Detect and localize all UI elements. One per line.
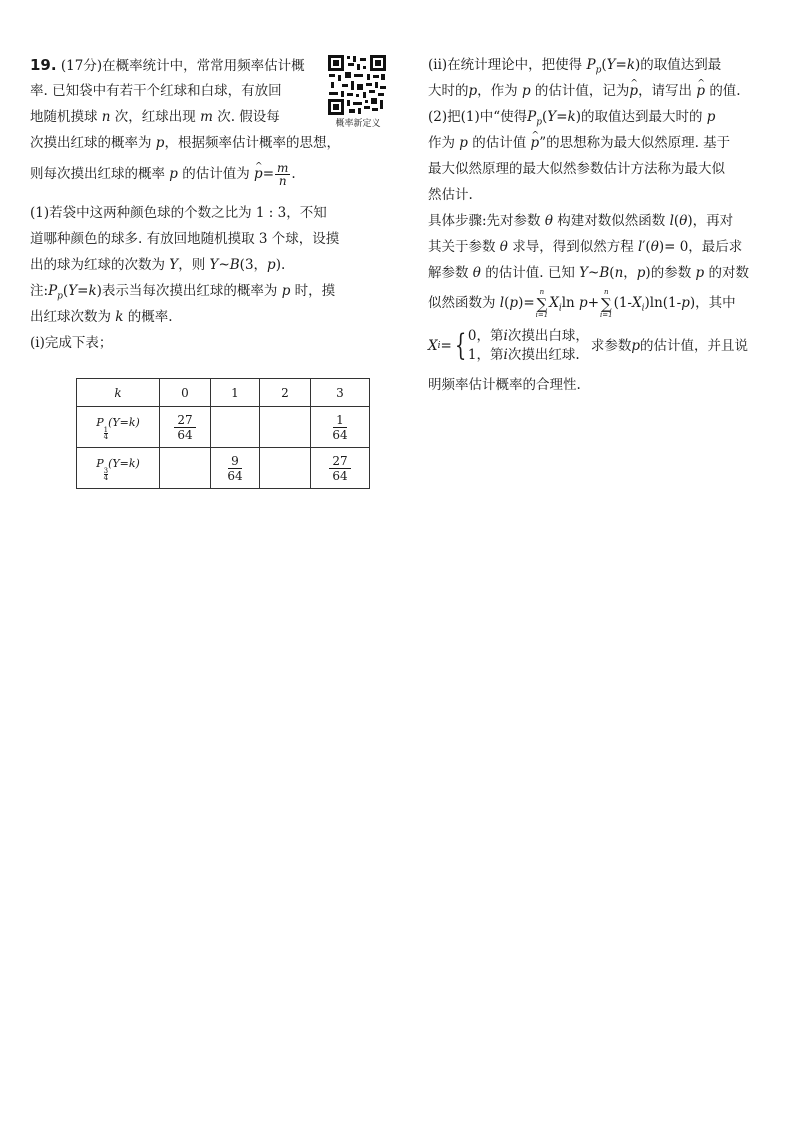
piecewise-cases: 0，第i次摸出白球， 1，第i次摸出红球. xyxy=(467,328,589,363)
table-header-cell: 2 xyxy=(260,379,311,407)
part1-line-3: 出的球为红球的次数为 Y，则 Y~B(3，p). xyxy=(30,257,286,273)
summation-symbol: n ∑ i=1 xyxy=(535,287,549,319)
question-line-4: 次摸出红球的概率为 p，根据频率估计概率的思想， xyxy=(30,135,340,151)
steps-line-4-log-likelihood: 似然函数为 l(p)= n ∑ i=1 $X_i\ln$ p+ n ∑ i=1 $(1-X_i)\ln(1-p)$，其中 xyxy=(428,287,736,319)
row-label-p-three-quarters: P $\frac{3}{4}$ (Y=k) xyxy=(77,448,160,489)
row-label-p-one-quarter: P $\frac{1}{4}$ (Y=k) xyxy=(77,407,160,448)
table-cell: $\frac{27}{64}$ xyxy=(311,448,370,489)
table-cell-blank[interactable] xyxy=(160,448,211,489)
probability-table xyxy=(76,378,370,489)
question-line-2: 率. 已知袋中有若干个红球和白球，有放回 xyxy=(30,83,282,99)
part1-line-1: (1)若袋中这两种颜色球的个数之比为 1 : 3，不知 xyxy=(30,205,327,221)
sub-question-ii-line-2: 大时的p，作为 p 的估计值，记为^ p，请写出 ^ p 的值. xyxy=(428,78,773,104)
table-header-cell: 1 xyxy=(211,379,260,407)
part2-line-3: 最大似然原理的最大似然参数估计方法称为最大似 xyxy=(428,161,725,177)
right-column xyxy=(428,52,773,398)
steps-line-1: 具体步骤:先对参数 θ 构建对数似然函数 l(θ)，再对 xyxy=(428,213,734,229)
steps-line-3: 解参数 θ 的估计值. 已知 Y~B(n，p)的参数 p 的对数 xyxy=(428,265,749,281)
qr-code-icon[interactable] xyxy=(327,54,387,116)
table-row xyxy=(77,407,370,448)
part2-line-4: 然估计. xyxy=(428,187,473,203)
steps-line-6: 明频率估计概率的合理性. xyxy=(428,377,581,393)
note-line-2: 出红球次数为 k 的概率. xyxy=(30,309,173,325)
sub-question-ii-line-1: (ii)在统计理论中，把使得 $P_p(Y=k)$的取值达到最 xyxy=(428,57,722,76)
table-header-cell: k xyxy=(77,379,160,407)
table-header-cell: 0 xyxy=(160,379,211,407)
left-brace-icon: { xyxy=(454,328,467,363)
question-score: (17分) xyxy=(60,58,103,74)
qr-caption: 概率新定义 xyxy=(335,119,381,129)
summation-symbol: n ∑ i=1 xyxy=(600,287,613,319)
table-header-cell: 3 xyxy=(311,379,370,407)
note-line-1: 注$:P_p(Y=k)$表示当每次摸出红球的概率为 p 时，摸 xyxy=(30,283,336,302)
question-line-1: 19. (17分)在概率统计中，常常用频率估计概 xyxy=(30,56,305,74)
steps-line-2: 其关于参数 θ 求导，得到似然方程 l′(θ)= 0，最后求 xyxy=(428,239,743,255)
table-cell-blank[interactable] xyxy=(260,407,311,448)
m-over-n-fraction: $\frac{m}{n}$ xyxy=(277,161,289,188)
table-row xyxy=(77,448,370,489)
table-cell-blank[interactable] xyxy=(211,407,260,448)
table-cell: $\frac{1}{64}$ xyxy=(311,407,370,448)
question-line-5: 则每次摸出红球的概率 p 的估计值为 ^ p= $\frac{m}{n}$ . xyxy=(30,156,390,192)
table-cell: $\frac{27}{64}$ xyxy=(160,407,211,448)
part1-line-2: 道哪种颜色的球多. 有放回地随机摸取 3 个球，设摸 xyxy=(30,231,340,247)
table-cell: $\frac{9}{64}$ xyxy=(211,448,260,489)
part2-line-2: 作为 p 的估计值 ^ p”的思想称为最大似然原理. 基于 xyxy=(428,130,773,156)
table-header-row xyxy=(77,379,370,407)
steps-piecewise-definition: X i = { 0，第i次摸出白球， 1，第i次摸出红球. 求参数 p 的估计值，并且说 xyxy=(428,328,748,363)
question-number: 19. xyxy=(30,56,57,74)
part2-line-1: (2)把(1)中“使得$P_p(Y=k)$的取值达到最大时的 p xyxy=(428,109,716,128)
sub-question-i: (i)完成下表； xyxy=(30,335,113,351)
question-line-3: 地随机摸球 n 次，红球出现 m 次. 假设每 xyxy=(30,109,280,125)
table-cell-blank[interactable] xyxy=(260,448,311,489)
